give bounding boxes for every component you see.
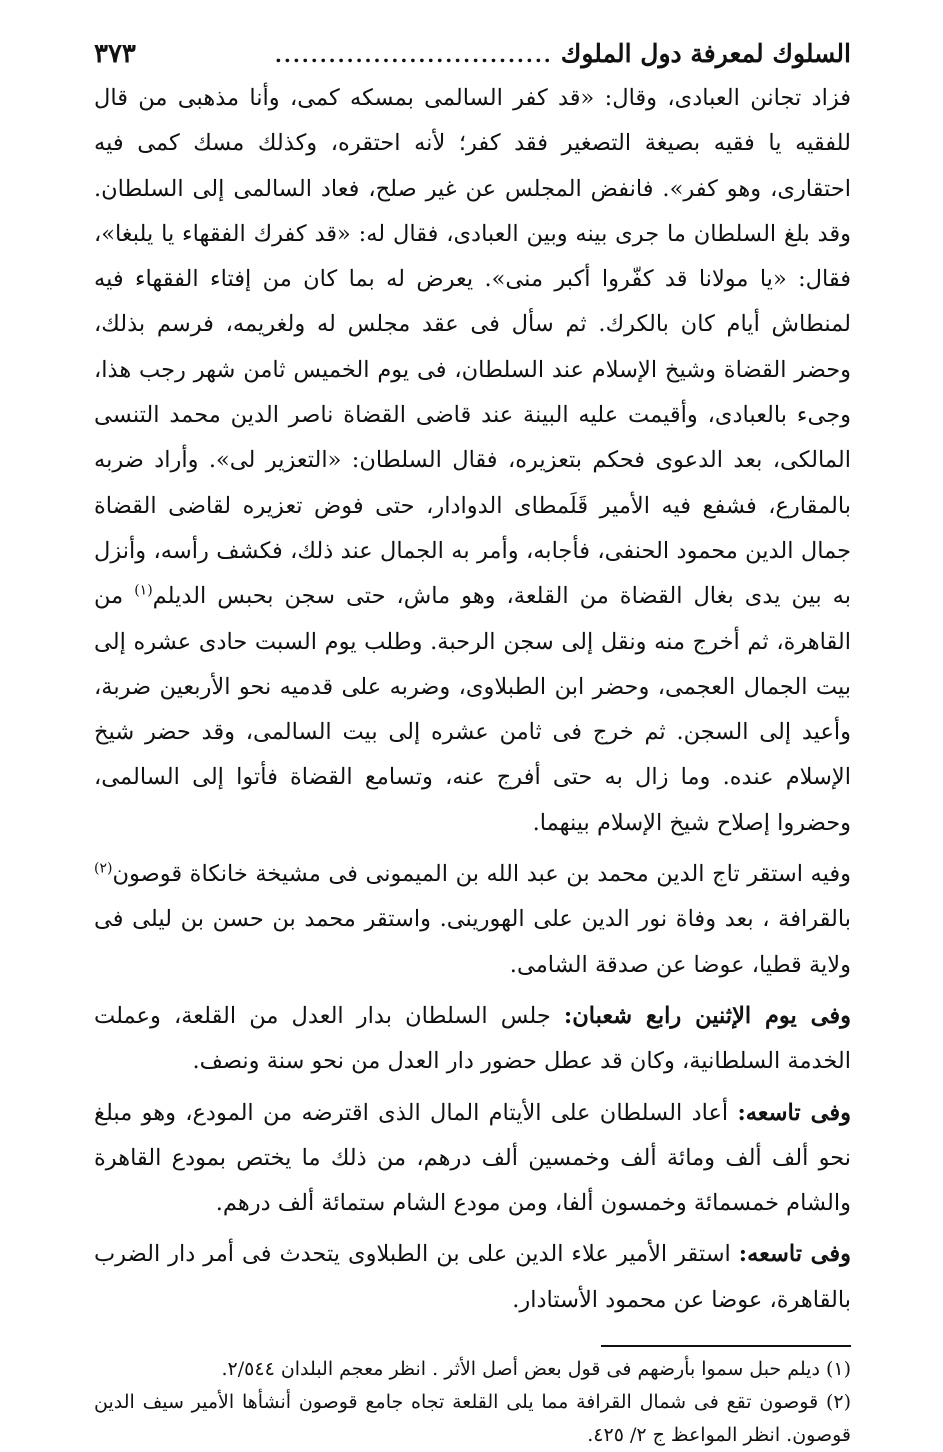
page-header	[94, 32, 851, 76]
paragraph-text: استقر الأمير علاء الدين على بن الطبلاوى يتحدث فى أمر دار الضرب بالقاهرة، عوضا عن محمود الأستادار.	[94, 1241, 851, 1313]
paragraph	[94, 1232, 851, 1323]
paragraph-lead: وفى يوم الإثنين رابع شعبان:	[563, 1002, 851, 1029]
main-text	[94, 76, 851, 1323]
paragraph-lead: وفى تاسعه:	[738, 1241, 851, 1268]
footnote-divider	[601, 1345, 851, 1347]
header-leader-dots: ...............................	[274, 43, 553, 67]
footnotes	[94, 1353, 851, 1452]
footnote-2: (٢) قوصون تقع فى شمال القرافة مما يلى القلعة تجاه جامع قوصون أنشأها الأمير سيف الدين قوصون. انظر المواعظ ج ٢/ ٤٢٥.	[94, 1391, 851, 1447]
footnote-1: (١) ديلم حبل سموا بأرضهم فى قول بعض أصل الأثر . انظر معجم البلدان ٢/٥٤٤.	[221, 1358, 851, 1381]
paragraph-text: فزاد تجانن العبادى، وقال: «قد كفر السالمى بمسكه كمى، وأنا مذهبى من قال للفقيه يا فقيه بصيغة التصغير فقد كفر؛ لأنه احتقره، وكذلك مسك كمى فيه احتقارى، وهو كفر». فانفض المجلس عن غير صلح، فعاد السالمى إلى السلطان. وقد بلغ السلطان ما جرى بينه وبين العبادى، فقال له: «قد كفرك الفقهاء يا يلبغا»، فقال: «يا مولانا قد كفّروا أكبر منى». يعرض له بما كان من إفتاء الفقهاء فيه لمنطاش أيام كان بالكرك. ثم سأل فى عقد مجلس له ولغريمه، فرسم بذلك، وحضر القضاة وشيخ الإسلام عند السلطان، فى يوم الخميس ثامن شهر رجب هذا، وجىء بالعبادى، وأقيمت عليه البينة عند قاضى القضاة ناصر الدين محمد التنسى المالكى، بعد الدعوى فحكم بتعزيره، فقال السلطان: «التعزير لى». وأراد ضربه بالمقارع، فشفع فيه الأمير قَلَمطاى الدوادار، حتى فوض تعزيره لقاضى القضاة جمال الدين محمود الحنفى، فأجابه، وأمر به الجمال عند ذلك، فكشف رأسه، وأنزل به بين يدى بغال القضاة من القلعة، وهو ماش، حتى سجن بحبس الديلم	[94, 85, 851, 610]
paragraph	[94, 1091, 851, 1227]
footnote-ref[interactable]: (٢)	[94, 860, 113, 877]
paragraph	[94, 994, 851, 1085]
paragraph-text: أعاد السلطان على الأيتام المال الذى اقترضه من المودع، وهو مبلغ نحو ألف ألف ومائة ألف وخمسين ألف درهم، من ذلك ما يختص بمودع القاهرة والشام خمسمائة وخمسون ألفا، ومن مودع الشام ستمائة ألف درهم.	[94, 1099, 851, 1217]
paragraph-text-after: بالقرافة ، بعد وفاة نور الدين على الهورينى. واستقر محمد بن حسن بن ليلى فى ولاية قطيا، عوضا عن صدقة الشامى.	[94, 906, 851, 978]
paragraph	[94, 76, 851, 846]
page-number: ٣٧٣	[94, 39, 136, 69]
book-title: السلوك لمعرفة دول الملوك	[560, 39, 851, 68]
paragraph	[94, 852, 851, 988]
paragraph-text: وفيه استقر تاج الدين محمد بن عبد الله بن الميمونى فى مشيخة خانكاة قوصون	[112, 861, 851, 888]
paragraph-lead: وفى تاسعه:	[737, 1099, 851, 1126]
paragraph-text: جلس السلطان بدار العدل من القلعة، وعملت الخدمة السلطانية، وكان قد عطل حضور دار العدل من نحو سنة ونصف.	[94, 1002, 851, 1075]
paragraph-text-after: من القاهرة، ثم أخرج منه ونقل إلى سجن الرحبة. وطلب يوم السبت حادى عشره إلى بيت الجمال العجمى، وحضر ابن الطبلاوى، وضربه على قدميه نحو الأربعين ضربة، وأعيد إلى السجن. ثم خرج فى ثامن عشره إلى بيت السالمى، وقد حضر شيخ الإسلام عنده. وما زال به حتى أفرج عنه، وتسامع القضاة فأتوا إلى السالمى، وحضروا إصلاح شيخ الإسلام بينهما.	[94, 583, 851, 836]
footnote-ref[interactable]: (١)	[134, 582, 153, 599]
